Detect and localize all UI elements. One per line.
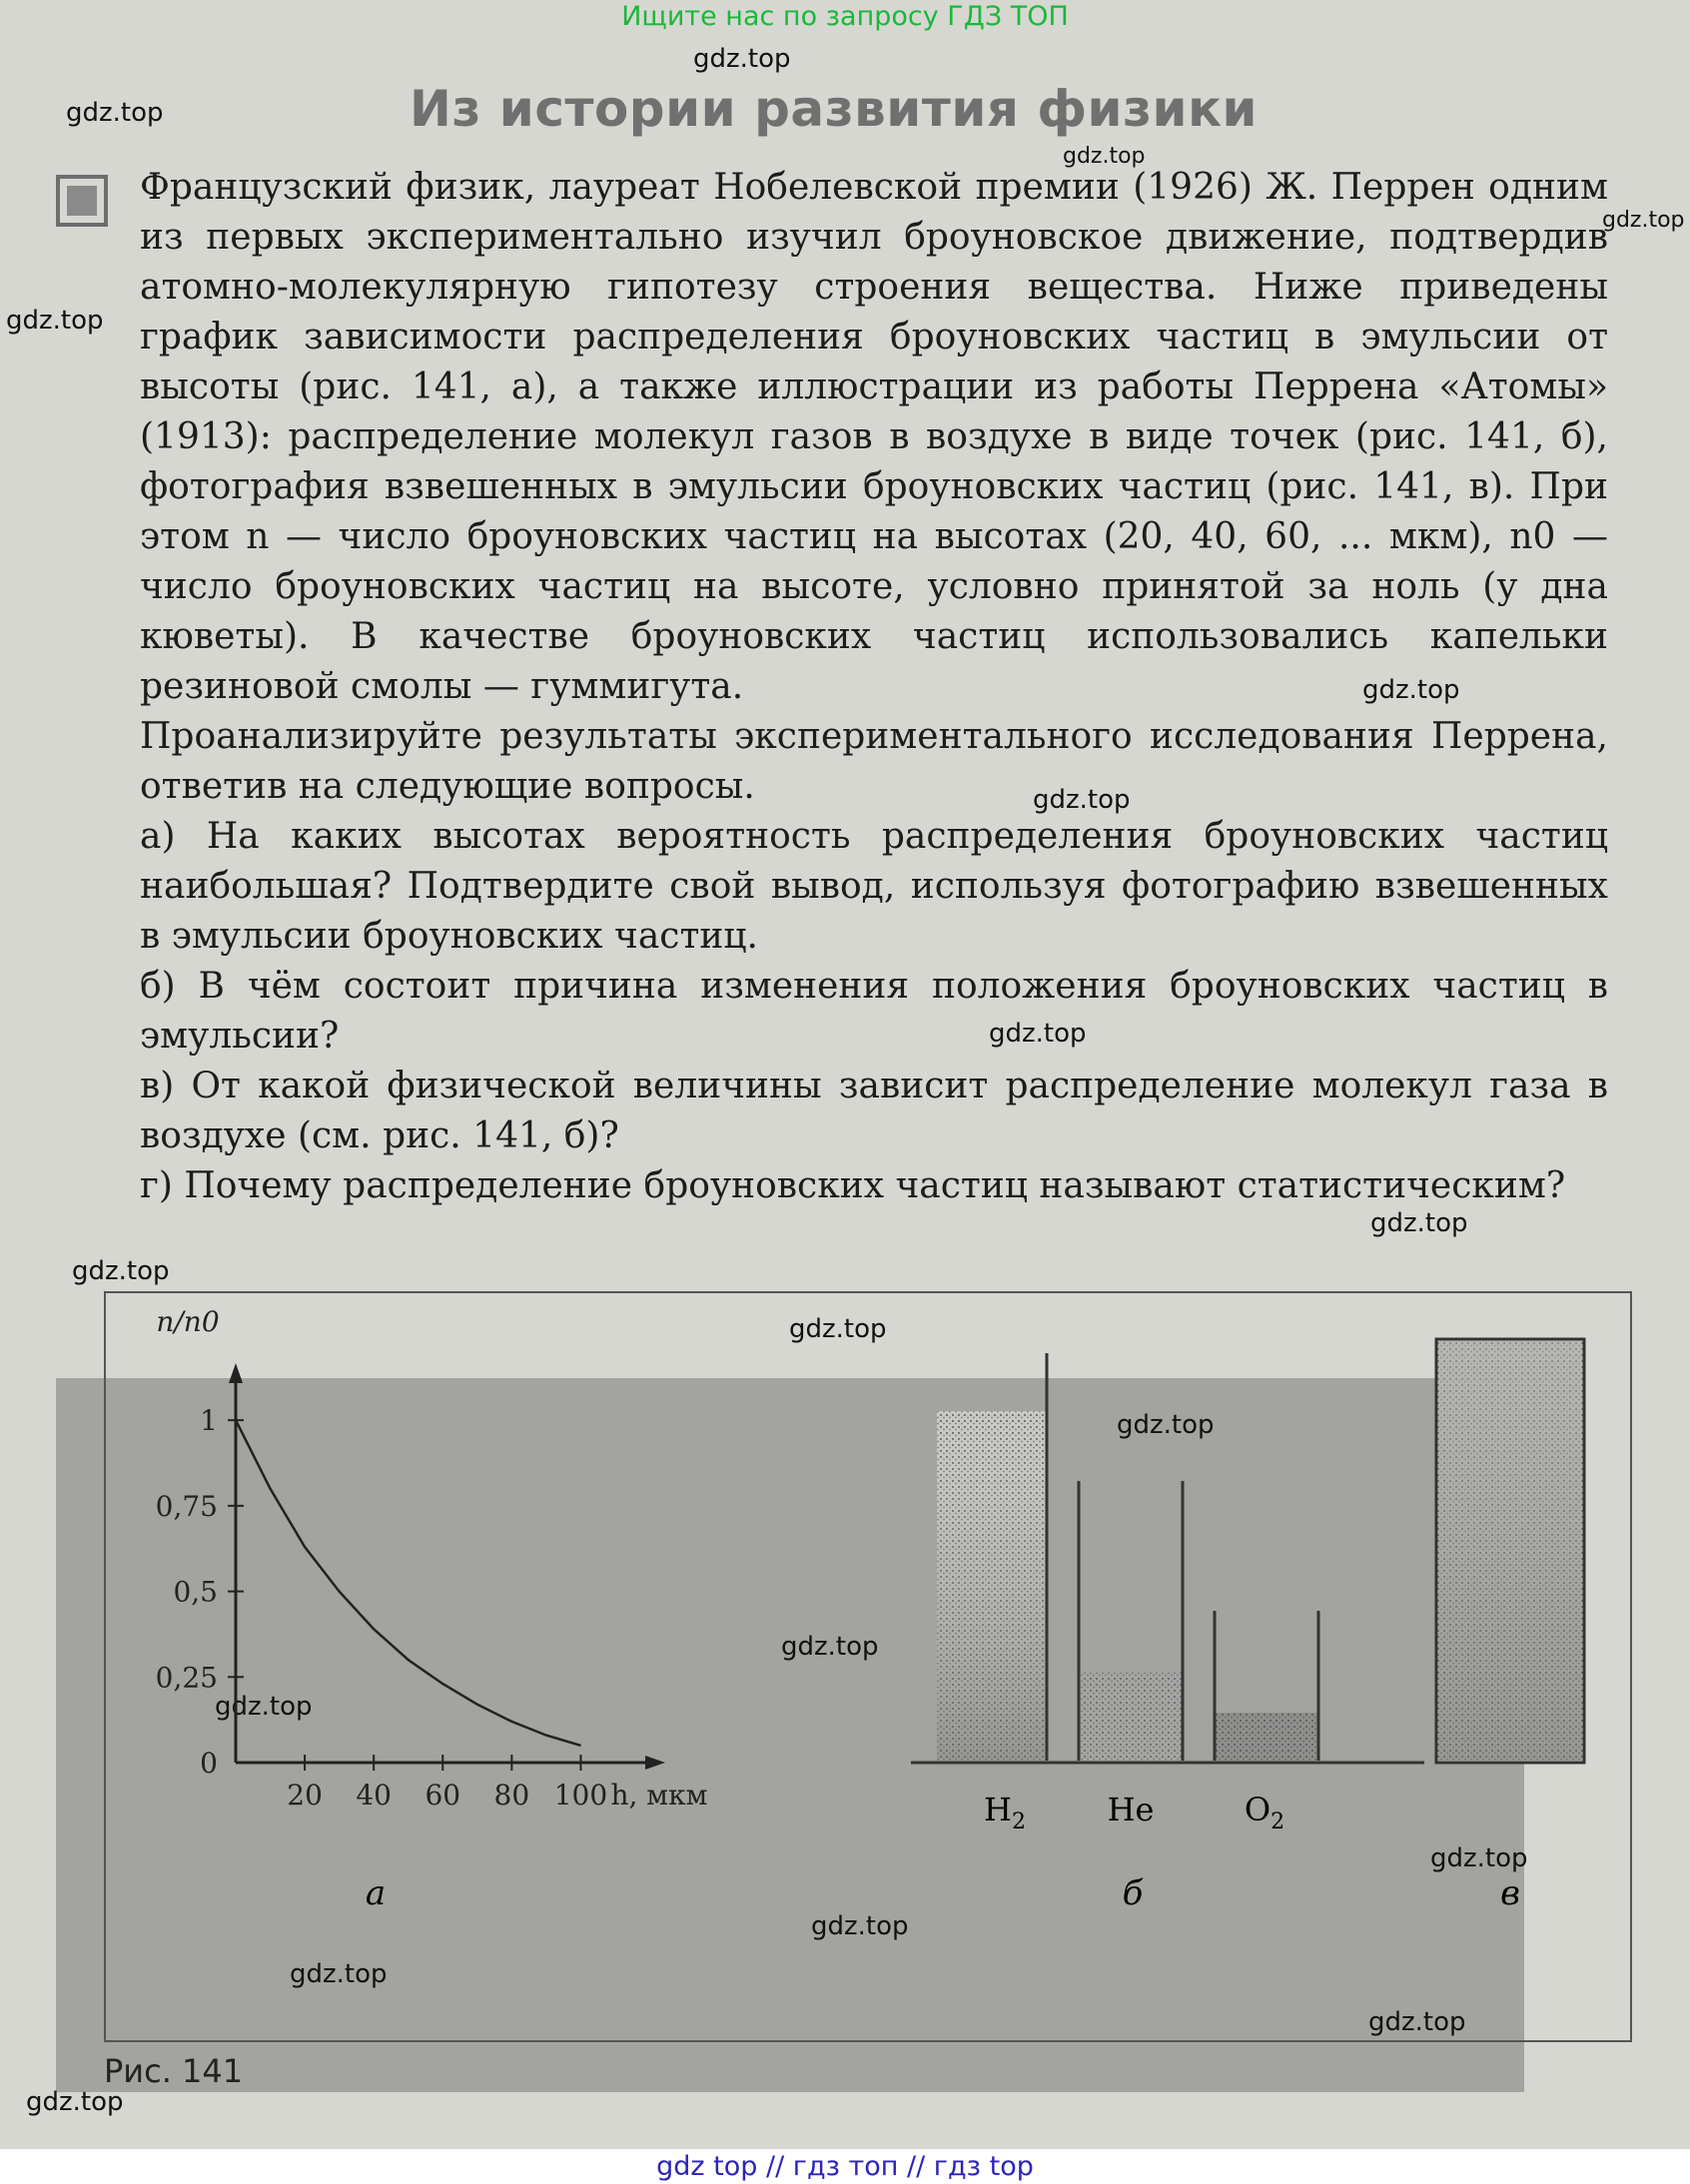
watermark: gdz.top <box>72 1256 170 1286</box>
chart-a <box>156 1305 708 1812</box>
figure-caption: Рис. 141 <box>104 2052 244 2090</box>
he-column-shade <box>1079 1673 1183 1761</box>
watermark: gdz.top <box>26 2087 124 2117</box>
watermark: gdz.top <box>1117 1410 1215 1440</box>
question-b: б) В чём состоит причина изменения положения броуновских частиц в эмульсии? <box>140 966 1608 1057</box>
y-tick-label: 0,75 <box>155 1489 218 1523</box>
question-a: а) На каких высотах вероятность распределения броуновских частиц наибольшая? Подтвердите свой вывод, используя фотографию взвешенных в эмульсии броуновских частиц. <box>140 816 1608 957</box>
watermark: gdz.top <box>215 1692 313 1722</box>
watermark: gdz.top <box>1368 2007 1466 2037</box>
gas-label-he: He <box>1107 1791 1155 1828</box>
watermark: gdz.top <box>66 98 164 128</box>
y-axis-arrow <box>229 1363 243 1383</box>
x-tick-label: 20 <box>287 1779 323 1812</box>
question-c: в) От какой физической величины зависит распределение молекул газа в воздухе (см. рис. 141, б)? <box>140 1066 1608 1156</box>
intro-paragraph: Французский физик, лауреат Нобелевской премии (1926) Ж. Перрен одним из первых экспериментально изучил броуновское движение, подтвердив атомно-молекулярную гипотезу строения вещества. Ниже приведены график зависимости распределения броуновских частиц в эмульсии от высоты (рис. 141, а), а также иллюстрации из работы Перрена «Атомы» (1913): распределение молекул газов в воздухе в виде точек (рис. 141, б), фотография взвешенных в эмульсии броуновских частиц (рис. 141, в). При этом n — число броуновских частиц на высотах (20, 40, 60, ... мкм), n0 — число броуновских частиц на высоте, условно принятой за ноль (у дна кюветы). В качестве броуновских частиц использовались капельки резиновой смолы — гуммигута. <box>140 167 1608 707</box>
figure-svg <box>106 1293 1630 2040</box>
x-axis-label: h, мкм <box>610 1779 708 1812</box>
x-tick-label: 100 <box>553 1779 608 1812</box>
watermark: gdz.top <box>1362 675 1460 705</box>
x-axis-arrow <box>645 1756 665 1770</box>
watermark: gdz.top <box>693 44 791 74</box>
label-c: в <box>1500 1873 1520 1913</box>
top-banner: Ищите нас по запросу ГДЗ ТОП <box>621 1 1069 32</box>
bottom-banner: gdz top // гдз топ // гдз top <box>0 2149 1690 2184</box>
label-b: б <box>1122 1873 1144 1913</box>
y-tick-label: 0 <box>200 1747 218 1780</box>
gas-label-o2: $O_2$ <box>1244 1791 1285 1834</box>
watermark: gdz.top <box>1033 785 1131 815</box>
page-heading: Из истории развития физики <box>410 80 1259 138</box>
gas-label-h2: $H_2$ <box>984 1791 1026 1834</box>
question-d: г) Почему распределение броуновских частиц называют статистическим? <box>140 1165 1566 1206</box>
y-tick-label: 1 <box>200 1404 218 1438</box>
watermark: gdz.top <box>781 1632 879 1662</box>
task-paragraph: Проанализируйте результаты экспериментального исследования Перрена, ответив на следующие вопросы. <box>140 716 1608 807</box>
gas-distribution-panel <box>911 1353 1424 1763</box>
watermark: gdz.top <box>6 306 104 336</box>
x-tick-label: 40 <box>356 1779 393 1812</box>
section-square-icon <box>56 175 108 227</box>
watermark: gdz.top <box>811 1911 909 1941</box>
data-curve <box>236 1420 581 1746</box>
h2-column-shade <box>937 1411 1047 1761</box>
o2-column-shade <box>1215 1713 1318 1761</box>
y-tick-label: 0,5 <box>173 1575 218 1609</box>
x-tick-label: 80 <box>493 1779 530 1812</box>
watermark: gdz.top <box>1370 1208 1468 1238</box>
watermark: gdz.top <box>1602 208 1685 233</box>
watermark: gdz.top <box>789 1314 887 1344</box>
y-tick-label: 0,25 <box>155 1661 218 1695</box>
brownian-photo-shade <box>1438 1341 1582 1761</box>
watermark: gdz.top <box>290 1959 388 1989</box>
y-axis-label: n/n0 <box>156 1305 220 1338</box>
figure-141 <box>104 1291 1632 2042</box>
watermark: gdz.top <box>1063 144 1146 169</box>
watermark: gdz.top <box>989 1019 1087 1049</box>
watermark: gdz.top <box>1430 1843 1528 1873</box>
x-tick-label: 60 <box>424 1779 461 1812</box>
label-a: а <box>365 1873 387 1913</box>
